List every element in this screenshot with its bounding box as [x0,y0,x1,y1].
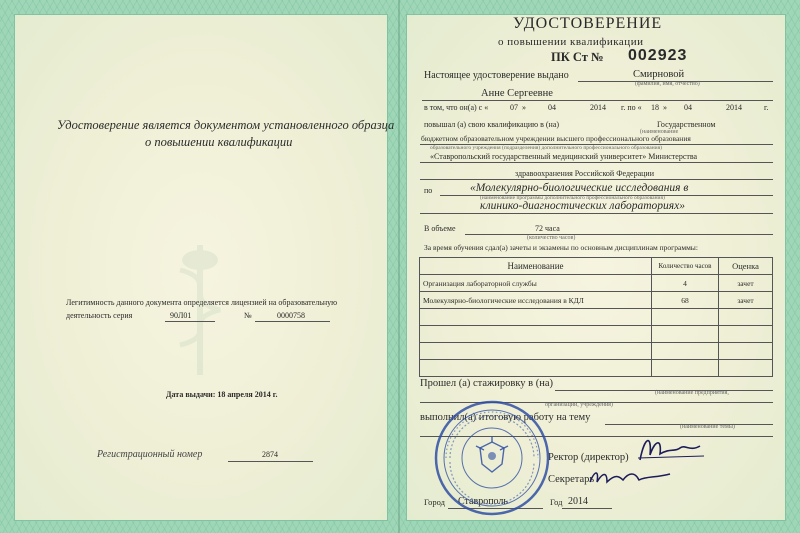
thesis-hint: (наименование темы) [680,424,735,430]
from-day: 07 [510,103,518,112]
given-names-line [422,100,773,101]
legitimacy-line: Легитимность данного документа определяется лицензией на образовательную [66,298,338,307]
surname-hint: (фамилия, имя, отчество) [635,81,700,87]
issued-to-label: Настоящее удостоверение выдано [424,70,569,81]
year-value: 2014 [568,496,588,507]
legitimacy-prefix: деятельность серия [66,311,133,320]
internship-hint-1: (наименование предприятия, [655,390,729,396]
reg-number-line [228,461,313,462]
org-hint-2: образовательного учреждения (подразделения) дополнительного профессионального образования) [430,145,662,151]
program-label: по [424,186,433,195]
certificate-subtitle: о повышении квалификации [498,36,644,48]
org-word: Государственном [657,120,716,129]
header-name: Наименование [420,258,652,275]
row-grade: зачет [719,292,773,309]
row-name: Организация лабораторной службы [420,275,652,292]
given-names: Анне Сергеевне [481,88,553,99]
volume-value: 72 часа [535,224,560,233]
license-number-line [255,321,330,322]
rector-signature [630,430,710,466]
thesis-label: выполнил(а) итоговую работу на тему [420,412,591,423]
series-label: ПК Ст № [551,50,604,64]
reg-number: 2874 [262,450,278,459]
raised-label: повышал (а) свою квалификацию в (на) [424,120,560,129]
from-quote: » [522,103,526,112]
org-line-2: «Ставропольский государственный медицинский университет» Министерства [430,152,698,161]
statement-line-1: Удостоверение является документом установленного образца [57,118,395,132]
program-line-2: клинико-диагностических лабораториях» [480,200,685,212]
certificate-title: УДОСТОВЕРЕНИЕ [513,15,663,32]
license-number: 0000758 [277,311,305,320]
license-no-label: № [244,311,252,320]
row-name: Молекулярно-биологические исследования в КДЛ [420,292,652,309]
row-hours: 68 [652,292,719,309]
official-stamp [432,398,552,518]
secretary-signature [585,464,675,490]
table-row [420,292,773,309]
program-line-2-underline [420,213,773,214]
raised-hint: (наименование [640,129,679,135]
volume-label: В объеме [424,224,456,233]
issue-date: Дата выдачи: 18 апреля 2014 г. [166,390,278,399]
city-label: Город [424,497,445,507]
license-series: 90Л01 [170,311,192,320]
row-hours: 4 [652,275,719,292]
g-end: г. [764,103,769,112]
table-row-empty [420,326,773,343]
from-month: 04 [548,103,556,112]
table-row-empty [420,360,773,377]
city-value: Ставрополь [458,496,508,507]
rector-label: Ректор (директор) [548,452,629,463]
table-row-empty [420,343,773,360]
grades-table [419,257,773,377]
volume-hint: (количество часов) [527,235,576,241]
g-po: г. по « [621,103,642,112]
header-grade: Оценка [719,258,773,275]
certificate-number: 002923 [628,47,688,64]
from-year: 2014 [590,103,606,112]
table-row [420,275,773,292]
surname: Смирновой [633,69,685,80]
program-hint: (наименование программы дополнительного профессионального образования) [480,195,665,201]
license-series-line [165,321,215,322]
org-line-2-underline [420,162,773,163]
to-month: 04 [684,103,692,112]
program-line-1: «Молекулярно-биологические исследования в [470,182,689,194]
table-header-row [420,258,773,275]
internship-label: Прошел (а) стажировку в (на) [420,378,554,389]
org-line-1: бюджетном образовательном учреждении высшего профессионального образования [421,134,691,143]
watermark-emblem [150,240,250,380]
to-day: 18 [651,103,659,112]
row-grade: зачет [719,275,773,292]
internship-hint-2: организации, учреждения) [545,402,613,408]
volume-underline [465,234,773,235]
year-label: Год [550,497,563,507]
page-fold [398,0,400,533]
table-row-empty [420,309,773,326]
to-year: 2014 [726,103,742,112]
in-that-label: в том, что он(а) с « [424,103,489,112]
reg-label: Регистрационный номер [97,449,203,460]
org-line-3: здравоохранения Российской Федерации [515,169,654,178]
statement-line-2: о повышении квалификации [145,135,293,149]
secretary-label: Секретарь [548,474,595,485]
header-hours: Количество часов [652,258,719,275]
year-underline [562,508,612,509]
to-quote: » [663,103,667,112]
exams-label: За время обучения сдал(а) зачеты и экзамены по основным дисциплинам программы: [424,243,698,252]
org-line-3-underline [420,179,773,180]
